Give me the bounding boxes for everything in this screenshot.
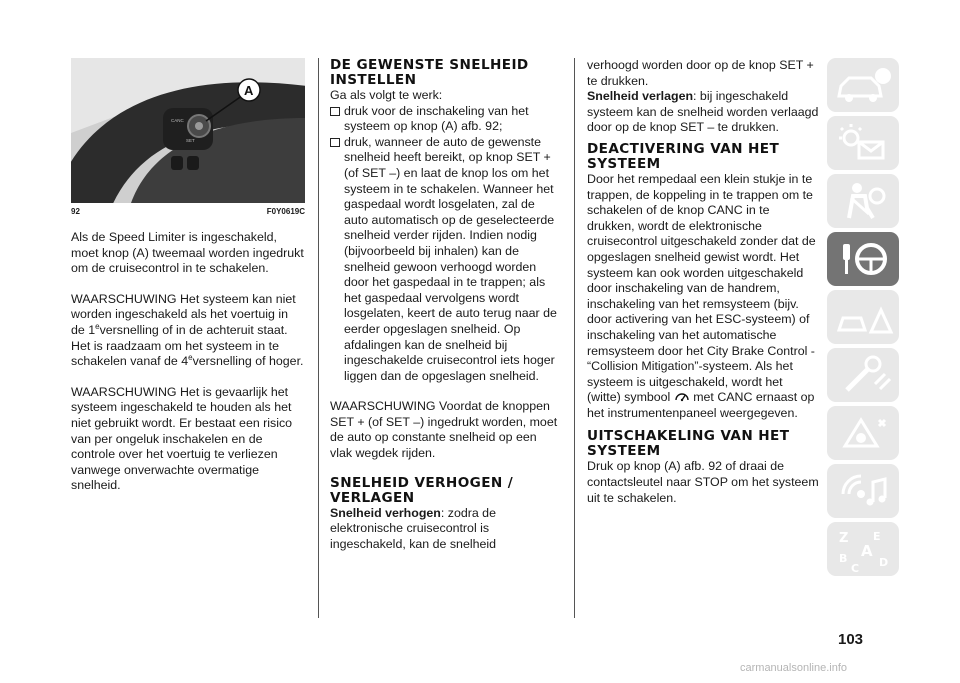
column-divider (574, 58, 575, 618)
cruise-control-speedometer-icon (674, 391, 690, 402)
alphabetical-index-icon (827, 522, 899, 576)
column-1 (71, 58, 305, 494)
figure-92-steering-wheel (71, 58, 305, 203)
car-info-icon (827, 58, 899, 112)
svg-text:Z: Z (839, 531, 849, 546)
svg-text:A: A (861, 542, 873, 560)
nav-tab-emergency[interactable] (827, 290, 899, 344)
intro-text: Ga als volgt te werk: (330, 88, 443, 102)
canc-label: CANC (171, 118, 184, 123)
nav-tab-technical-data[interactable] (827, 406, 899, 460)
nav-tab-safety[interactable] (827, 174, 899, 228)
key-steering-wheel-icon (827, 232, 899, 286)
list-item: druk voor de inschakeling van het systeem op knop (A) afb. 92; (330, 104, 562, 135)
nav-tab-maintenance[interactable] (827, 348, 899, 402)
accident-warning-icon (827, 290, 899, 344)
nav-tab-car-info[interactable] (827, 58, 899, 112)
nav-tab-warning-lights[interactable] (827, 116, 899, 170)
switch-off-paragraph: Druk op knop (A) afb. 92 of draai de contactsleutel naar STOP om het systeem uit te schakelen. (587, 459, 819, 505)
column-divider (318, 58, 319, 618)
nav-tab-index[interactable] (827, 522, 899, 576)
warning-gear-paragraph: WAARSCHUWING Het systeem kan niet worden ingeschakeld als het voertuig in de 1eversnelling of in de achteruit staat. Het is raadzaam om het systeem in te schakelen vanaf de 4eversnelling of hoger. (71, 291, 304, 369)
svg-text:B: B (839, 552, 848, 565)
warning-danger-paragraph: WAARSCHUWING Het is gevaarlijk het systeem ingeschakeld te houden als het niet gebruikt wordt. Er bestaat een risico van per ongeluk inschakelen en de controle over het voertuig te verliezen vanwege onverwachte overmatige snelheid. (71, 384, 293, 493)
nav-tab-multimedia[interactable] (827, 464, 899, 518)
page-number: 103 (838, 631, 864, 648)
figure-code: F0Y0619C (266, 207, 305, 216)
svg-text:D: D (879, 556, 889, 569)
figure-number: 92 (71, 207, 80, 216)
bullet-box-icon (330, 107, 340, 116)
heading-switch-off: UITSCHAKELING VAN HET SYSTEEM (587, 428, 790, 460)
heading-speed-up-down: SNELHEID VERHOGEN / VERLAGEN (330, 474, 514, 506)
speed-up-paragraph: Snelheid verhogen: zodra de elektronische cruisecontrol is ingeschakeld, kan de snelheid (330, 505, 497, 551)
set-label: SET (186, 138, 195, 143)
warning-lights-icon (827, 116, 899, 170)
figure-marker-a: A (244, 83, 254, 98)
speed-limiter-paragraph: Als de Speed Limiter is ingeschakeld, moet knop (A) tweemaal worden ingedrukt om de cruisecontrol in te schakelen. (71, 230, 304, 276)
nav-tab-starting-driving[interactable] (827, 232, 899, 286)
list-item: druk, wanneer de auto de gewenste snelheid heeft bereikt, op knop SET + (of SET –) en laat de knop los om het systeem in te schakelen. Wanneer het gaspedaal wordt losgelaten, zal de auto automatisch op de geselecteerde snelheid verder rijden. Indien nodig (bijvoorbeeld bij inhalen) kan de snelheid gewoon verhoogd worden door het gaspedaal in te trappen; als het gaspedaal vervolgens wordt losgelaten, keert de auto terug naar de eerder opgeslagen snelheid. Op afdalingen kan de snelheid bij ingeschakelde cruisecontrol iets hoger liggen dan de opgeslagen snelheid. (330, 135, 562, 385)
bullet-box-icon (330, 138, 340, 147)
svg-text:E: E (873, 530, 881, 543)
speed-up-continued: verhoogd worden door op de knop SET + te drukken. (587, 58, 814, 88)
wrench-service-icon (827, 348, 899, 402)
warning-set-paragraph: WAARSCHUWING Voordat de knoppen SET + (of SET –) ingedrukt worden, moet de auto op constante snelheid op een vlak wegdek rijden. (330, 399, 558, 461)
technical-data-icon (827, 406, 899, 460)
heading-set-speed: DE GEWENSTE SNELHEID INSTELLEN (330, 57, 529, 88)
svg-text:C: C (851, 562, 860, 575)
figure-caption (71, 207, 305, 216)
heading-deactivation: DEACTIVERING VAN HET SYSTEEM (587, 140, 780, 172)
watermark: carmanualsonline.info (740, 662, 848, 674)
multimedia-icon (827, 464, 899, 518)
deactivation-paragraph: Door het rempedaal een klein stukje in te trappen, de koppeling in te trappen om te schakelen of de knop CANC in te drukken, wordt de elektronische cruisecontrol uitgeschakeld zonder dat de opgeslagen snelheid gewist wordt. Het systeem kan ook worden uitgeschakeld door inschakeling van de handrem, inschakeling van het remsysteem (bijv. door activering van het ESC-systeem) of inschakeling van het automatische remsysteem door het City Brake Control - “Collision Mitigation”-systeem. Als het systeem is uitgeschakeld, wordt het (witte) symbool met CANC ernaast op het instrumentenpaneel weergegeven. (587, 171, 816, 420)
column-3 (587, 58, 819, 506)
column-2 (330, 58, 562, 552)
seatbelt-airbag-icon (827, 174, 899, 228)
speed-down-paragraph: Snelheid verlagen: bij ingeschakeld systeem kan de snelheid worden verlaagd door op de knop SET – te drukken. (587, 89, 819, 135)
